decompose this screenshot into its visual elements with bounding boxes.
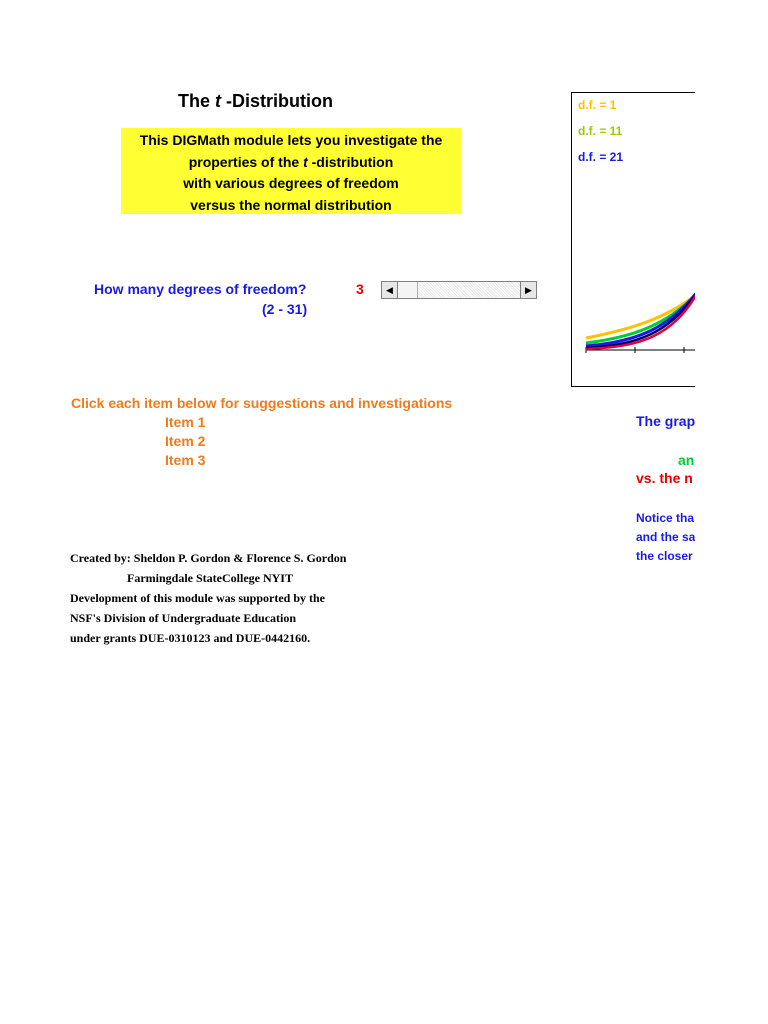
distribution-chart [571,92,695,387]
caption-an: an [678,452,695,468]
scroll-left-button[interactable]: ◀ [382,282,398,298]
intro-line: This DIGMath module lets you investigate the [139,132,443,148]
intro-line: versus the normal distribution [190,196,392,213]
item-2-link[interactable]: Item 2 [165,433,206,449]
item-3-link[interactable]: Item 3 [165,452,206,468]
credits-line: Farmingdale StateCollege NYIT [127,571,293,585]
degrees-question: How many degrees of freedom? [94,281,307,297]
item-1-link[interactable]: Item 1 [165,414,206,430]
notice-line-3: the closer [636,549,693,563]
scroll-right-button[interactable]: ▶ [520,282,536,298]
page-title: The t -Distribution [178,91,333,111]
intro-line: with various degrees of freedom [183,175,399,191]
legend-df21: d.f. = 21 [578,150,624,164]
legend-df11: d.f. = 11 [578,124,623,138]
degrees-range: (2 - 31) [262,301,308,317]
credits-line: Created by: Sheldon P. Gordon & Florence S. Gordon [70,551,347,565]
credits-line: under grants DUE-0310123 and DUE-0442160. [70,631,311,645]
notice-line-1: Notice tha [636,511,695,525]
suggestions-header: Click each item below for suggestions and investigations [71,395,453,411]
caption-vs: vs. the n [636,470,693,486]
chart-plot [572,93,695,387]
intro-line: properties of the t -distribution [188,153,394,170]
graph-caption: The grap [636,413,695,429]
degrees-value: 3 [356,281,364,297]
legend-df1: d.f. = 1 [578,98,617,112]
notice-line-2: and the sa [636,530,695,544]
credits-line: Development of this module was supported by the [70,591,326,605]
credits-line: NSF's Division of Undergraduate Education [70,611,297,625]
